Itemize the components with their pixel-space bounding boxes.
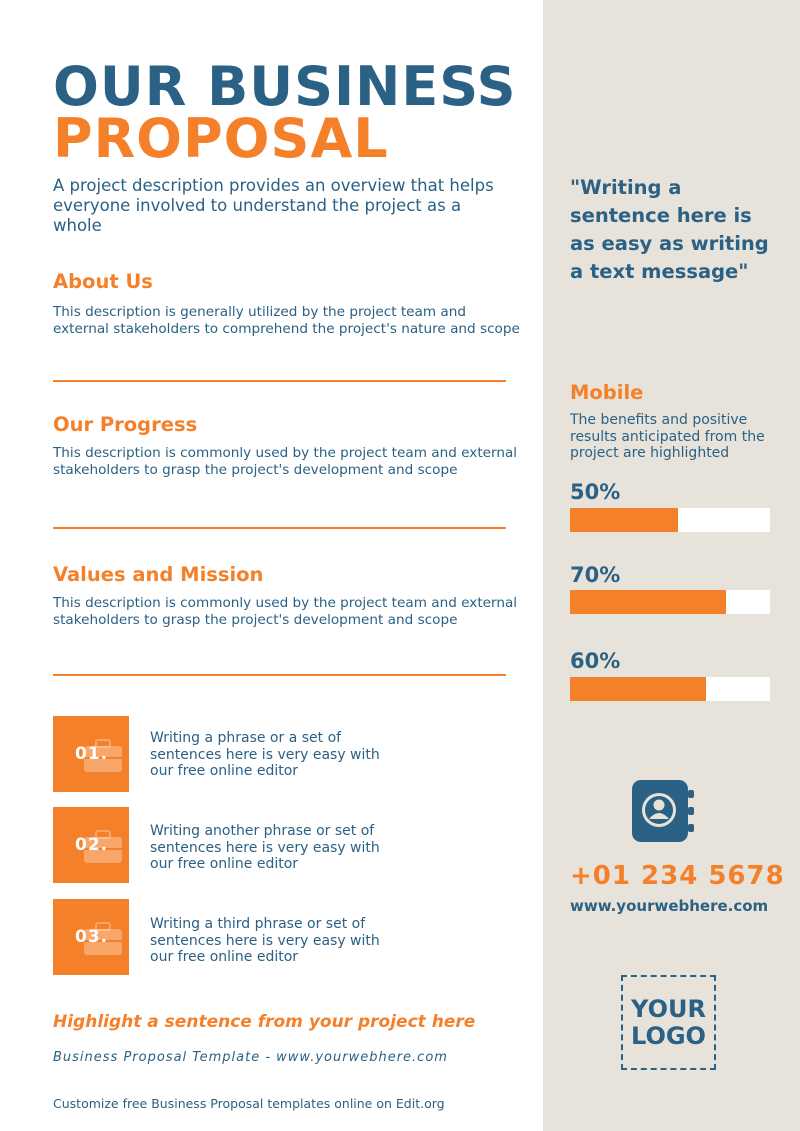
step-badge-2 (53, 807, 129, 883)
phone-number: +01 234 5678 (570, 861, 785, 891)
section-text-values: This description is commonly used by the project team and external stakeholders to grasp the project's development and scope (53, 595, 518, 628)
website-link[interactable]: www.yourwebhere.com (570, 897, 769, 915)
highlight-sentence: Highlight a sentence from your project here (53, 1012, 476, 1032)
logo-line-1: YOUR (631, 994, 706, 1023)
section-text-progress: This description is commonly used by the project team and external stakeholders to grasp the project's development and scope (53, 445, 518, 478)
step-number: 01. (75, 744, 109, 764)
step-badge-1 (53, 716, 129, 792)
step-number: 02. (75, 835, 109, 855)
section-title-values: Values and Mission (53, 563, 264, 586)
mobile-text: The benefits and positive results anticipated from the project are highlighted (570, 412, 765, 461)
section-text-about: This description is generally utilized by the project team and external stakeholders to comprehend the project's nature and scope (53, 304, 520, 337)
section-divider (53, 674, 506, 676)
title-line-1: OUR BUSINESS (53, 55, 517, 118)
pull-quote: "Writing a sentence here is as easy as writing a text message" (570, 176, 769, 283)
step-text-2: Writing another phrase or set of sentences here is very easy with our free online editor (150, 823, 380, 872)
footer-credit: Customize free Business Proposal templates online on Edit.org (53, 1096, 445, 1111)
template-line: Business Proposal Template - www.yourwebhere.com (53, 1050, 448, 1065)
progress-bar-1 (570, 508, 770, 532)
intro-text: A project description provides an overview that helps everyone involved to understand the project as a whole (53, 176, 494, 235)
section-title-about: About Us (53, 270, 153, 293)
logo-line-2: LOGO (631, 1021, 706, 1050)
progress-fill-2 (570, 590, 726, 614)
logo-placeholder (621, 975, 716, 1070)
step-text-3: Writing a third phrase or set of sentences here is very easy with our free online editor (150, 916, 380, 965)
title-line-2: PROPOSAL (53, 107, 389, 170)
step-text-1: Writing a phrase or a set of sentences here is very easy with our free online editor (150, 730, 380, 779)
step-number: 03. (75, 927, 109, 947)
section-divider (53, 527, 506, 529)
progress-fill-3 (570, 677, 706, 701)
progress-bar-2 (570, 590, 770, 614)
contact-book-icon (630, 778, 700, 844)
progress-bar-3 (570, 677, 770, 701)
mobile-title: Mobile (570, 381, 644, 404)
progress-fill-1 (570, 508, 678, 532)
section-divider (53, 380, 506, 382)
progress-label-2: 70% (570, 563, 621, 587)
section-title-progress: Our Progress (53, 413, 198, 436)
step-badge-3 (53, 899, 129, 975)
progress-label-1: 50% (570, 480, 621, 504)
progress-label-3: 60% (570, 649, 621, 673)
